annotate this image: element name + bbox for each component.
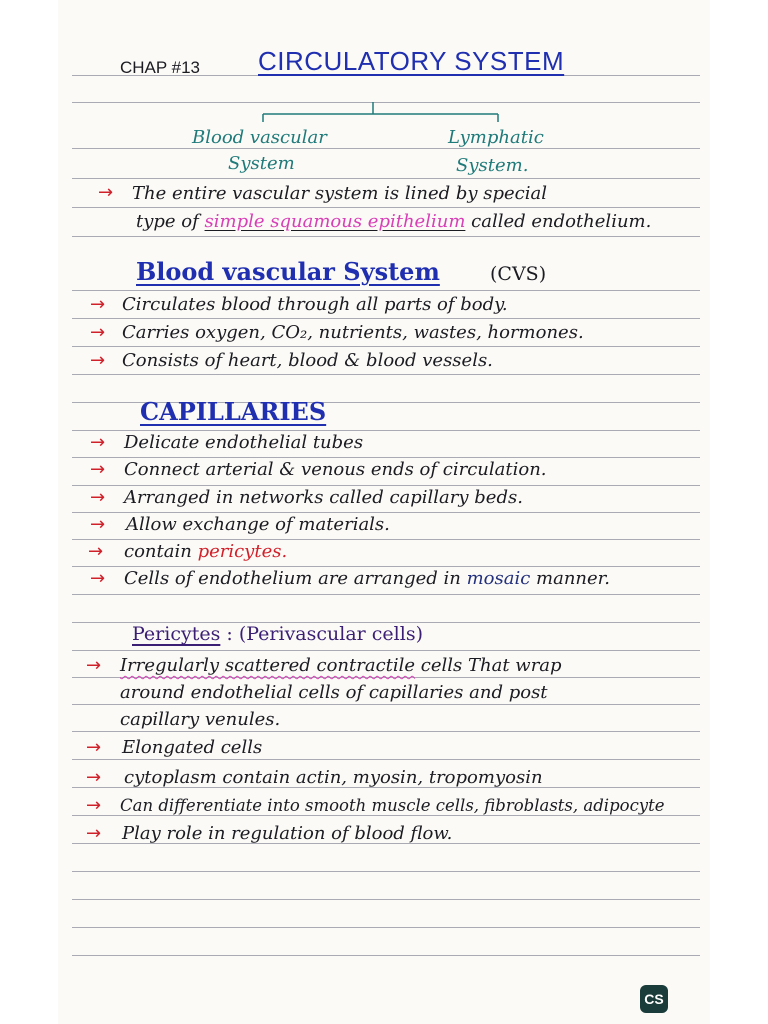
branch-bracket [255,100,515,124]
arrow-icon: → [98,182,114,203]
ruled-line [72,539,700,540]
pericytes-heading-rest: : (Perivascular cells) [226,623,423,645]
arrow-icon: → [86,823,102,844]
ruled-line [72,512,700,513]
ruled-line [72,148,700,149]
contain-highlight: pericytes [197,541,282,562]
arrow-icon: → [86,795,102,816]
contain-start: contain [124,541,192,562]
ruled-line [72,871,700,872]
arrow-icon: → [88,541,104,562]
pericytes-heading-main: Pericytes [132,623,221,645]
section-heading-pericytes [132,623,423,645]
capillaries-contain [124,541,287,563]
ruled-line [72,318,700,319]
cvs-point: Circulates blood through all parts of body. [122,294,508,315]
arrow-icon: → [90,432,106,453]
pericytes-wavy-text: Irregularly scattered contractile [120,655,416,676]
arrow-icon: → [86,767,102,788]
pericytes-point-1-line3: capillary venules. [120,709,281,730]
ruled-line [72,485,700,486]
mosaic-highlight: mosaic [466,568,531,589]
section-heading-cvs: Blood vascular System [136,257,440,286]
ruled-line [72,178,700,179]
ruled-line [72,704,700,705]
contain-end: . [281,541,288,562]
arrow-icon: → [86,737,102,758]
ruled-line [72,457,700,458]
ruled-line [72,927,700,928]
arrow-icon: → [90,459,106,480]
branch-left-line1: Blood vascular [192,127,327,148]
pericytes-point: Can differentiate into smooth muscle cells, fibroblasts, adipocyte [120,796,665,815]
branch-left-line2: System [228,153,295,174]
capillaries-point: Arranged in networks called capillary beds. [124,487,523,508]
section-heading-capillaries: CAPILLARIES [140,397,327,426]
pericytes-point-1 [120,655,562,677]
intro-line1: The entire vascular system is lined by special [132,183,548,204]
arrow-icon: → [90,514,106,535]
ruled-line [72,290,700,291]
arrow-icon: → [90,568,106,589]
cvs-point: Consists of heart, blood & blood vessels. [122,350,493,371]
ruled-line [72,430,700,431]
arrow-icon: → [86,655,102,676]
page-title: CIRCULATORY SYSTEM [258,46,565,76]
arrow-icon: → [90,350,106,371]
ruled-line [72,899,700,900]
ruled-line [72,955,700,956]
chapter-label: CHAP #13 [120,58,201,77]
intro-line2 [136,211,651,233]
branch-right-line2: System. [456,155,529,176]
arrow-icon: → [90,322,106,343]
intro-highlight-text: simple squamous epithelium [204,211,466,232]
pericytes-point-1-rest: cells That wrap [420,655,562,676]
ruled-line [72,731,700,732]
capillaries-point: Allow exchange of materials. [126,514,390,535]
intro-line2-end: called endothelium. [471,211,652,232]
ruled-line [72,236,700,237]
ruled-line [72,594,700,595]
capillaries-point: Delicate endothelial tubes [124,432,364,453]
capillaries-mosaic [124,568,610,590]
ruled-line [72,566,700,567]
ruled-line [72,207,700,208]
pericytes-point: Play role in regulation of blood flow. [122,823,453,844]
ruled-line [72,759,700,760]
pericytes-point: Elongated cells [122,737,263,758]
ruled-line [72,650,700,651]
intro-line2-start: type of [136,211,199,232]
pericytes-point: cytoplasm contain actin, myosin, tropomyosin [124,767,543,788]
cvs-point: Carries oxygen, CO₂, nutrients, wastes, hormones. [122,322,584,343]
arrow-icon: → [90,294,106,315]
ruled-line [72,677,700,678]
pericytes-point-1-line2: around endothelial cells of capillaries and post [120,682,548,703]
section-heading-cvs-abbrev: (CVS) [490,263,547,285]
capillaries-point: Connect arterial & venous ends of circulation. [124,459,547,480]
mosaic-end: manner. [536,568,611,589]
arrow-icon: → [90,487,106,508]
mosaic-start: Cells of endothelium are arranged in [124,568,461,589]
ruled-line [72,346,700,347]
branch-right-line1: Lymphatic [448,127,544,148]
camscanner-logo: CS [640,985,668,1013]
ruled-line [72,374,700,375]
